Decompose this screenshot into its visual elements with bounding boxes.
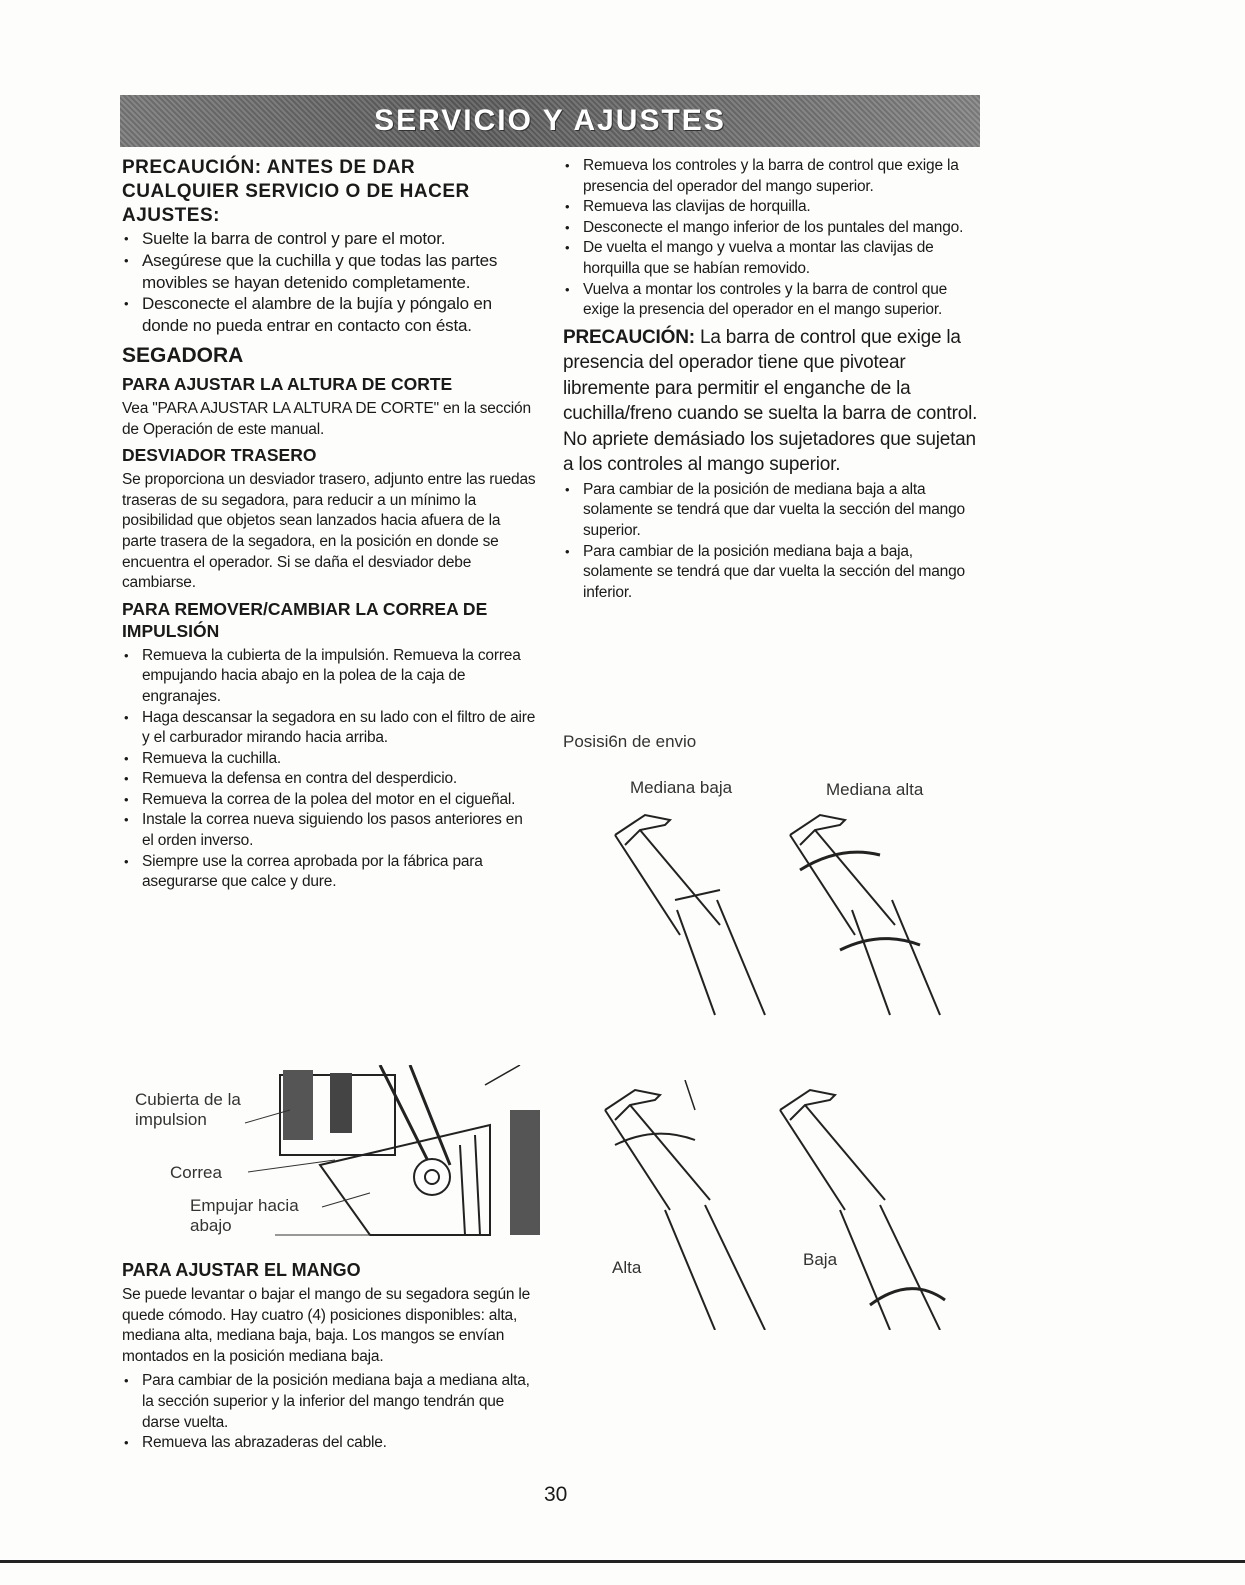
- section-banner: [120, 95, 980, 147]
- list-item: • Remueva la defensa en contra del desperdicio.: [122, 769, 537, 790]
- handle-list: [122, 1371, 542, 1453]
- label-shipping-position: Posisi6n de envio: [563, 732, 697, 751]
- figure-label-push: Empujar hacia abajo: [190, 1196, 299, 1235]
- handle-caution-text: La barra de control que exige la presencia del operador tiene que pivotear libremente para permitir el enganche de la cuchilla/freno cuando se suelta la barra de control. No apriete demásiado los sujetadores que sujetan a los controles al mango superior.: [563, 326, 978, 476]
- list-item: • Siempre use la correa aprobada por la fábrica para asegurarse que calce y dure.: [122, 852, 537, 893]
- handle-title: PARA AJUSTAR EL MANGO: [122, 1260, 361, 1280]
- list-item: • Vuelva a montar los controles y la barra de control que exige la presencia del operador en el mango superior.: [563, 280, 983, 321]
- left-column: [122, 156, 537, 897]
- figure-leader-lines: [230, 1095, 370, 1245]
- list-item: • Remueva las clavijas de horquilla.: [563, 197, 983, 218]
- label-medium-high: Mediana alta: [826, 780, 924, 799]
- list-item: • Desconecte el mango inferior de los puntales del mango.: [563, 218, 983, 239]
- section-title: SEGADORA: [122, 343, 244, 367]
- label-low: Baja: [803, 1250, 838, 1269]
- handle-section: [122, 1255, 542, 1458]
- list-item: • Haga descansar la segadora en su lado con el filtro de aire y el carburador mirando hacia arriba.: [122, 708, 537, 749]
- list-item: • Remueva la cuchilla.: [122, 749, 537, 770]
- label-medium-low: Mediana baja: [630, 778, 733, 797]
- deflector-text: Se proporciona un desviador trasero, adjunto entre las ruedas traseras de su segadora, para reducir a un mínimo la posibilidad que objetos sean lanzados hacia afuera de la parte trasera de la segadora, en la posición en donde se encuentra el operador. Si se daña el desviador debe cambiarse.: [122, 471, 536, 592]
- handle-caution: [563, 325, 983, 478]
- handle-high-diagram: [595, 1080, 775, 1330]
- list-item: • Suelte la barra de control y pare el motor.: [122, 228, 537, 250]
- handle-medium-low-diagram: [605, 805, 785, 1025]
- banner-title: SERVICIO Y AJUSTES: [374, 104, 726, 137]
- right-column: [563, 156, 983, 607]
- list-item: • Instale la correa nueva siguiendo los pasos anteriores en el orden inverso.: [122, 810, 537, 851]
- list-item: • De vuelta el mango y vuelva a montar las clavijas de horquilla que se habían removido.: [563, 238, 983, 279]
- handle-caution-label: PRECAUCIÓN:: [563, 326, 695, 348]
- caution-heading: PRECAUCIÓN: ANTES DE DAR CUALQUIER SERVICIO O DE HACER AJUSTES:: [122, 157, 470, 226]
- handle-text: Se puede levantar o bajar el mango de su segadora según le quede cómodo. Hay cuatro (4) posiciones disponibles: alta, mediana alta, mediana baja, baja. Los mangos se envían montados en la posición mediana baja.: [122, 1286, 531, 1365]
- belt-steps-list: [122, 646, 537, 893]
- cut-height-text: Vea "PARA AJUSTAR LA ALTURA DE CORTE" en la sección de Operación de este manual.: [122, 399, 531, 438]
- belt-title: PARA REMOVER/CAMBIAR LA CORREA DE IMPULSIÓN: [122, 598, 488, 641]
- list-item: • Para cambiar de la posición mediana baja a baja, solamente se tendrá que dar vuelta la sección del mango inferior.: [563, 542, 983, 604]
- deflector-title: DESVIADOR TRASERO: [122, 445, 317, 466]
- label-high: Alta: [612, 1258, 642, 1277]
- list-item: • Remueva la cubierta de la impulsión. Remueva la correa empujando hacia abajo en la polea de la caja de engranajes.: [122, 646, 537, 708]
- page-number: 30: [544, 1483, 568, 1506]
- list-item: • Para cambiar de la posición de mediana baja a alta solamente se tendrá que dar vuelta la sección del mango superior.: [563, 480, 983, 542]
- handle-low-diagram: [770, 1080, 950, 1330]
- list-item: • Para cambiar de la posición mediana baja a mediana alta, la sección superior y la inferior del mango tendrán que darse vuelta.: [122, 1371, 542, 1433]
- handle-medium-high-diagram: [780, 805, 960, 1025]
- list-item: • Desconecte el alambre de la bujía y póngalo en donde no pueda entrar en contacto con ésta.: [122, 293, 537, 337]
- handle-position-list: [563, 480, 983, 604]
- list-item: • Remueva los controles y la barra de control que exige la presencia del operador del mango superior.: [563, 156, 983, 197]
- handle-steps-list: [563, 156, 983, 321]
- list-item: • Remueva la correa de la polea del motor en el cigueñal.: [122, 790, 537, 811]
- list-item: • Asegúrese que la cuchilla y que todas las partes movibles se hayan detenido completamente.: [122, 250, 537, 294]
- figure-label-belt: Correa: [170, 1163, 222, 1182]
- cut-height-title: PARA AJUSTAR LA ALTURA DE CORTE: [122, 373, 453, 394]
- list-item: • Remueva las abrazaderas del cable.: [122, 1433, 542, 1454]
- figure-label-cover: Cubierta de la impulsion: [135, 1090, 241, 1129]
- caution-list: [122, 228, 537, 337]
- bottom-rule: [0, 1560, 1245, 1563]
